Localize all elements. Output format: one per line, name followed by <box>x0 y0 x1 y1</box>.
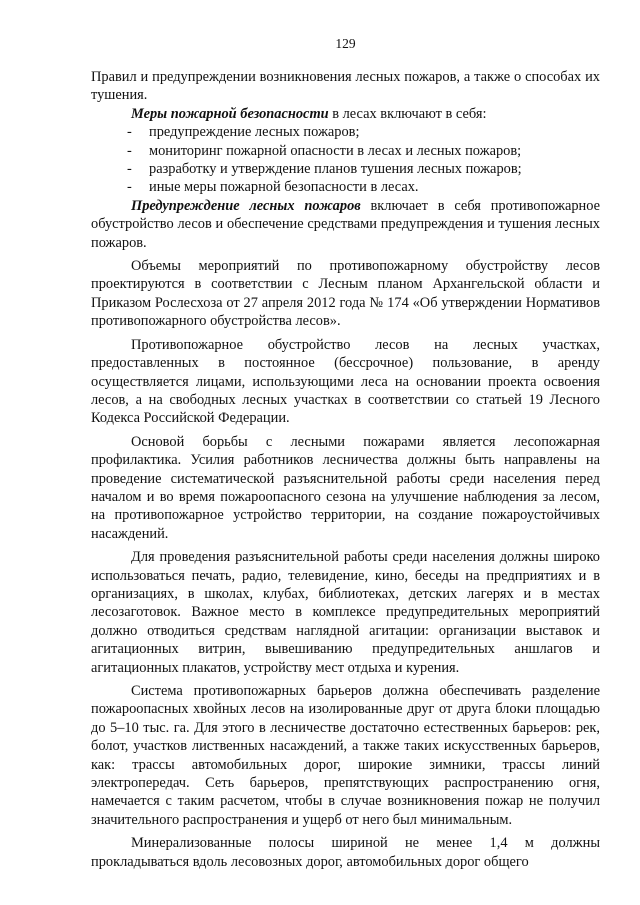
paragraph-mineral-strips: Минерализованные полосы шириной не менее 1,4 м должны прокладываться вдоль лесовозных дорог, автомобильных дорог общего <box>91 835 600 870</box>
list-item <box>91 160 600 178</box>
fire-safety-measures-list <box>91 123 600 197</box>
term-fire-safety-measures: Меры пожарной безопасности <box>131 105 329 122</box>
list-item-text: мониторинг пожарной опасности в лесах и лесных пожаров; <box>149 142 522 159</box>
paragraph-fire-prevention <box>91 197 600 252</box>
paragraph-text: включает в себя противопожарное обустройство лесов и обеспечение средствами предупреждения и тушения лесных пожаров. <box>91 197 601 251</box>
list-dash: - <box>127 142 132 159</box>
paragraph-fire-safety-measures <box>91 105 600 123</box>
paragraph-continuation: Правил и предупреждении возникновения лесных пожаров, а также о способах их тушения. <box>91 69 600 104</box>
list-dash: - <box>127 124 132 141</box>
list-item <box>91 123 600 141</box>
list-item-text: иные меры пожарной безопасности в лесах. <box>149 179 419 196</box>
list-item <box>91 142 600 160</box>
document-body <box>91 68 600 871</box>
list-dash: - <box>127 179 132 196</box>
page-number: 129 <box>335 36 356 51</box>
list-dash: - <box>127 161 132 178</box>
paragraph-barriers: Система противопожарных барьеров должна обеспечивать разделение пожароопасных хвойных лесов на изолированные друг от друга блоки площадью до 5–10 тыс. га. Для этого в лесничестве достаточно естественных барьеров: рек, болот, участков лиственных насаждений, а также таких искусственных барьеров, как: трассы автомобильных дорог, широкие зимники, трассы линий электропередач. Сеть барьеров, препятствующих распространению огня, намечается с таким расчетом, чтобы в случае возникновения пожар не получил значительного распространения и ущерб от него был минимальным. <box>91 683 600 828</box>
paragraph-outreach: Для проведения разъяснительной работы среди населения должны широко использоваться печать, радио, телевидение, кино, беседы на предприятиях и в организациях, в школах, клубах, библиотеках, детских лагерях и в местах лесозаготовок. Важное место в комплексе предупредительных мероприятий должно отводиться средствам наглядной агитации: организации выставок и агитационных витрин, вывешиванию предупредительных аншлагов и агитационных плакатов, устройству мест отдыха и курения. <box>91 549 600 676</box>
list-item-text: разработку и утверждение планов тушения лесных пожаров; <box>149 161 522 178</box>
paragraph-volumes: Объемы мероприятий по противопожарному обустройству лесов проектируются в соответствии с Лесным планом Архангельской области и Приказом Рослесхоза от 27 апреля 2012 года № 174 «Об утверждении Нормативов противопожарного обустройства лесов». <box>91 258 600 330</box>
paragraph-fire-arrangement: Противопожарное обустройство лесов на лесных участках, предоставленных в постоянное (бессрочное) пользование, в аренду осуществляется лицами, использующими леса на основании проекта освоения лесов, а на свободных лесных участках в соответствии со статьей 19 Лесного Кодекса Российской Федерации. <box>91 336 600 427</box>
list-item <box>91 178 600 196</box>
paragraph-prophylaxis: Основой борьбы с лесными пожарами является лесопожарная профилактика. Усилия работников лесничества должны быть направлены на проведение систематической разъяснительной работы среди населения перед началом и во время пожароопасного сезона на улучшение наблюдения за лесом, на противопожарное устройство территории, на создание пожароустойчивых насаждений. <box>91 433 600 542</box>
paragraph-text: в лесах включают в себя: <box>328 105 487 122</box>
term-fire-prevention: Предупреждение лесных пожаров <box>131 197 361 214</box>
list-item-text: предупреждение лесных пожаров; <box>149 124 360 141</box>
